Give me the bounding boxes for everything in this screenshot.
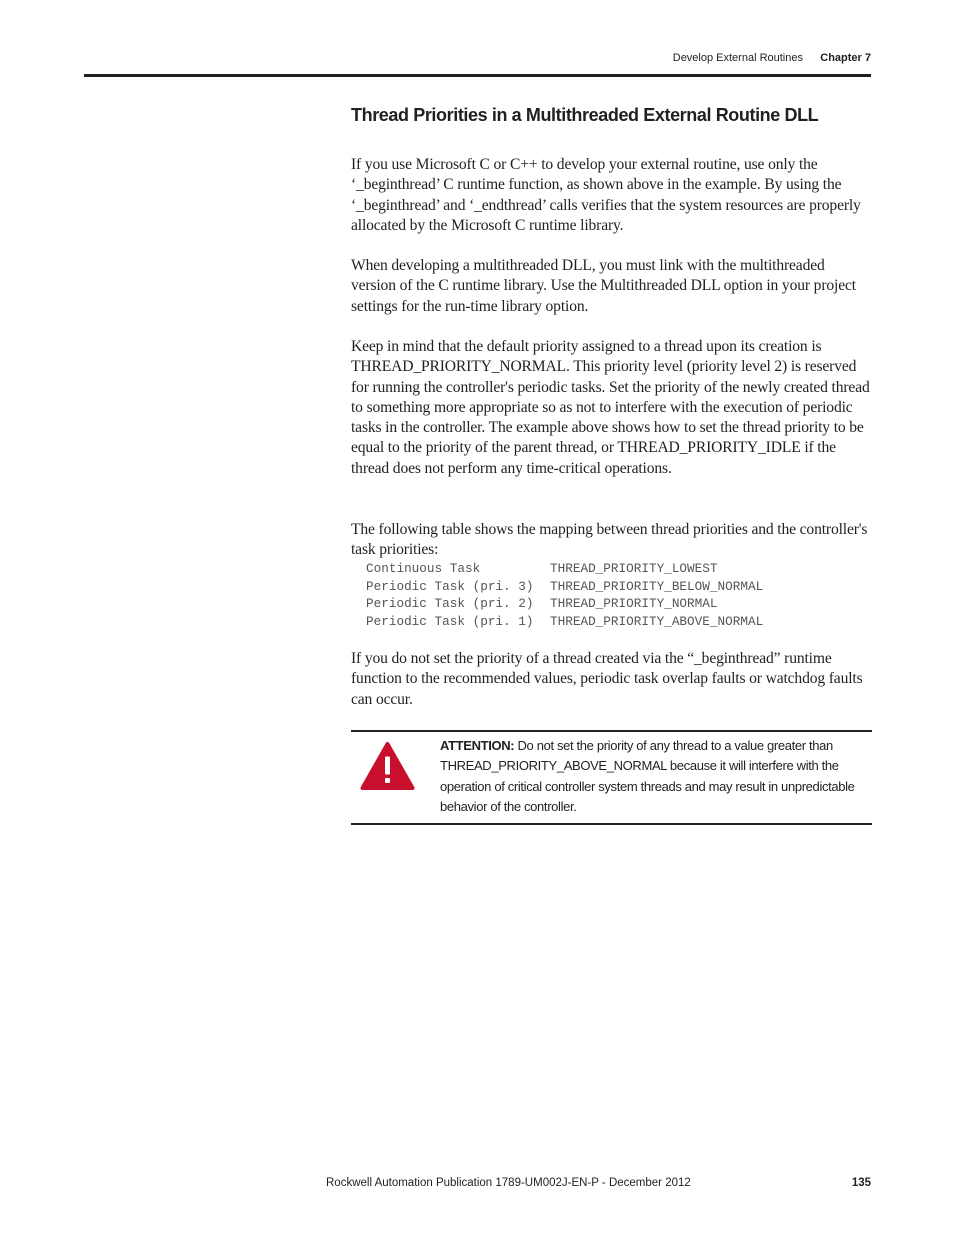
paragraph-faults-warning: If you do not set the priority of a thread created via the “_beginthread” runtime function to the recommended values, periodic task overlap faults or watchdog faults can occur. [351, 650, 863, 708]
section-heading: Thread Priorities in a Multithreaded External Routine DLL [351, 105, 819, 125]
task-name: Periodic Task (pri. 2) [366, 596, 534, 611]
attention-label: ATTENTION: [440, 738, 515, 753]
thread-priority: THREAD_PRIORITY_ABOVE_NORMAL [550, 613, 764, 629]
table-row [366, 595, 763, 613]
task-name: Continuous Task [366, 561, 481, 576]
table-row [366, 560, 763, 578]
paragraph-default-priority: Keep in mind that the default priority assigned to a thread upon its creation is THREAD_PRIORITY_NORMAL. This priority level (priority level 2) is reserved for running the controller's periodic tasks. Set the priority of the newly created thread to something more appropriate so as not to interfere with the execution of periodic tasks in the controller. The example above shows how to set the thread priority to be equal to the priority of the parent thread, or THREAD_PRIORITY_IDLE if the thread does not perform any time-critical operations. [351, 338, 870, 477]
page-number: 135 [851, 1177, 871, 1189]
header-chapter-label: Chapter 7 [820, 52, 871, 64]
paragraph-table-intro: The following table shows the mapping between thread priorities and the controller's task priorities: [351, 521, 868, 559]
paragraph-multithreaded-dll: When developing a multithreaded DLL, you must link with the multithreaded version of the C runtime library. Use the Multithreaded DLL option in your project settings for the run-time library option. [351, 257, 856, 315]
attention-message: Do not set the priority of any thread to a value greater than THREAD_PRIORITY_ABOVE_NORMAL because it will interfere with the operation of critical controller system threads and may result in unpredictable behavior of the controller. [440, 738, 855, 814]
priority-mapping-table [366, 560, 763, 630]
paragraph-beginthread: If you use Microsoft C or C++ to develop your external routine, use only the ‘_beginthread’ C runtime function, as shown above in the example. By using the ‘_beginthread’ and ‘_endthread’ calls verifies that the system resources are properly allocated by the Microsoft C runtime library. [351, 156, 861, 234]
warning-triangle-icon [360, 741, 415, 791]
thread-priority: THREAD_PRIORITY_NORMAL [550, 596, 718, 611]
thread-priority: THREAD_PRIORITY_LOWEST [550, 561, 718, 576]
table-row [366, 613, 763, 631]
table-row [366, 578, 763, 596]
attention-bottom-rule [351, 823, 872, 825]
thread-priority: THREAD_PRIORITY_BELOW_NORMAL [550, 578, 764, 594]
task-name: Periodic Task (pri. 1) [366, 613, 534, 629]
footer-publication: Rockwell Automation Publication 1789-UM002J-EN-P - December 2012 [326, 1177, 691, 1189]
header-section-title: Develop External Routines [672, 52, 803, 64]
attention-text [440, 736, 860, 817]
attention-top-rule [351, 730, 872, 732]
task-name: Periodic Task (pri. 3) [366, 578, 534, 594]
header-divider [84, 74, 871, 77]
